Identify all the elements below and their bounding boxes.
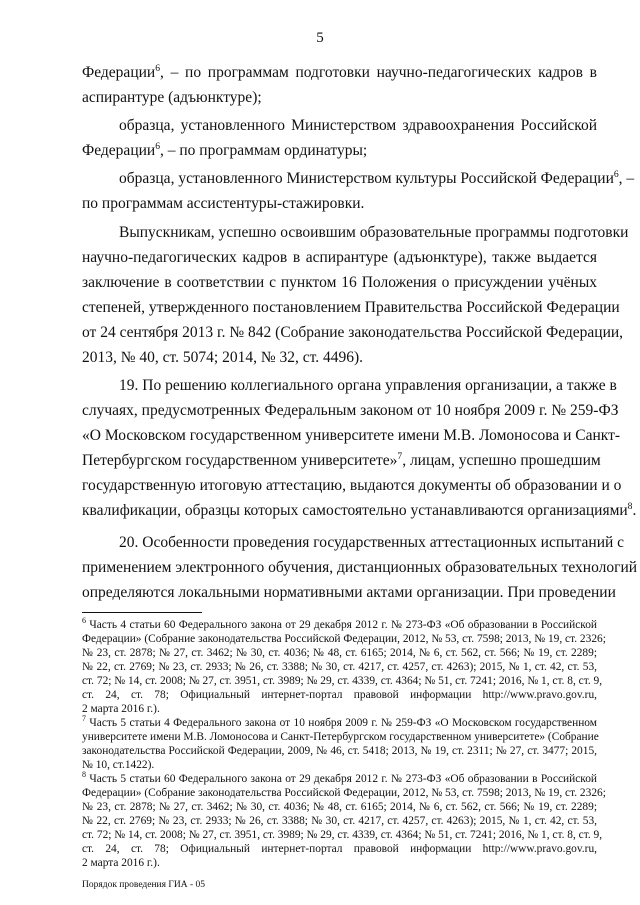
footnote-line: ст. 24, ст. 78; Официальный интернет-портал правовой информации http://www.pravo.gov.ru,: [82, 689, 597, 701]
footnote-line: 2 марта 2016 г.).: [82, 703, 160, 715]
footnote-separator: [82, 612, 202, 613]
footnote-line: № 23, ст. 2878; № 27, ст. 3462; № 30, ст. 4036; № 48, ст. 6165; 2014, № 6, ст. 562, ст. 566; № 19, ст. 2289;: [82, 647, 597, 659]
footnote-8: $^8$ Часть 5 статьи 60 Федерального закона от 29 декабря 2012 г. № 273-ФЗ «Об образовании в Российской: [82, 770, 597, 785]
body-line: государственную итоговую аттестацию, выдаются документы об образовании и о: [82, 477, 622, 494]
body-line: образца, установленного Министерством культуры Российской Федерации$^6$, –: [119, 168, 635, 187]
body-line: по программам ассистентуры-стажировки.: [82, 195, 365, 212]
body-line: квалификации, образцы которых самостоятельно устанавливаются организациями$^8$.: [82, 500, 637, 519]
body-line: аспирантуре (адъюнктуре);: [82, 89, 262, 106]
body-line: Федерации$^6$, – по программам ординатуры;: [82, 140, 368, 159]
body-line: Выпускникам, успешно освоившим образовательные программы подготовки: [119, 224, 629, 241]
body-line: определяются локальными нормативными актами организации. При проведении: [82, 584, 616, 601]
footnote-line: № 10, ст.1422).: [82, 759, 155, 771]
body-line: 2013, № 40, ст. 5074; 2014, № 32, ст. 4496).: [82, 349, 364, 366]
body-line: образца, установленного Министерством здравоохранения Российской: [119, 117, 597, 134]
footnote-6: $^6$ Часть 4 статьи 60 Федерального закона от 29 декабря 2012 г. № 273-ФЗ «Об образовании в Российской: [82, 616, 597, 631]
footnote-line: Федерации» (Собрание законодательства Российской Федерации, 2012, № 53, ст. 7598; 2013, № 19, ст. 2326;: [82, 787, 606, 799]
footnote-line: Федерации» (Собрание законодательства Российской Федерации, 2012, № 53, ст. 7598; 2013, № 19, ст. 2326;: [82, 633, 606, 645]
footnote-line: 2 марта 2016 г.).: [82, 857, 160, 869]
body-line: степеней, утвержденного постановлением Правительства Российской Федерации: [82, 299, 620, 316]
body-line: научно-педагогических кадров в аспирантуре (адъюнктуре), также выдается: [82, 249, 597, 266]
body-line: Петербургском государственном университете»$^7$, лицам, успешно прошедшим: [82, 450, 601, 469]
body-line: применением электронного обучения, дистанционных образовательных технологий: [82, 559, 638, 576]
body-line: заключение в соответствии с пунктом 16 Положения о присуждении учёных: [82, 274, 597, 291]
body-line: 19. По решению коллегиального органа управления организации, а также в: [119, 377, 617, 394]
body-line: Федерации$^6$, – по программам подготовки научно-педагогических кадров в: [82, 62, 597, 81]
page-footer: Порядок проведения ГИА - 05: [82, 880, 205, 890]
footnote-line: ст. 72; № 14, ст. 2008; № 27, ст. 3951, ст. 3989; № 29, ст. 4339, ст. 4364; № 51, ст. 7241; 2016, № 1, ст. 8, ст. 9,: [82, 675, 603, 687]
body-line: «О Московском государственном университете имени М.В. Ломоносова и Санкт-: [82, 427, 621, 444]
page-number: 5: [316, 30, 324, 46]
footnote-line: ст. 24, ст. 78; Официальный интернет-портал правовой информации http://www.pravo.gov.ru,: [82, 843, 597, 855]
footnote-line: ст. 72; № 14, ст. 2008; № 27, ст. 3951, ст. 3989; № 29, ст. 4339, ст. 4364; № 51, ст. 7241; 2016, № 1, ст. 8, ст. 9,: [82, 829, 603, 841]
footnote-line: университете имени М.В. Ломоносова и Санкт-Петербургском государственном университете» (Собрание: [82, 731, 599, 743]
body-line: 20. Особенности проведения государственных аттестационных испытаний с: [119, 534, 625, 551]
footnote-line: № 22, ст. 2769; № 23, ст. 2933; № 26, ст. 3388; № 30, ст. 4217, ст. 4257, ст. 4263); 2015, № 1, ст. 42, ст. 53,: [82, 661, 597, 673]
body-line: случаях, предусмотренных Федеральным законом от 10 ноября 2009 г. № 259-ФЗ: [82, 402, 619, 419]
footnote-7: $^7$ Часть 5 статьи 4 Федерального закона от 10 ноября 2009 г. № 259-ФЗ «О Московском государственном: [82, 714, 597, 729]
footnote-line: № 22, ст. 2769; № 23, ст. 2933; № 26, ст. 3388; № 30, ст. 4217, ст. 4257, ст. 4263); 2015, № 1, ст. 42, ст. 53,: [82, 815, 597, 827]
footnote-line: законодательства Российской Федерации, 2009, № 46, ст. 5418; 2013, № 19, ст. 2311; № 27, ст. 3477; 2015,: [82, 745, 597, 757]
footnote-line: № 23, ст. 2878; № 27, ст. 3462; № 30, ст. 4036; № 48, ст. 6165; 2014, № 6, ст. 562, ст. 566; № 19, ст. 2289;: [82, 801, 597, 813]
body-line: от 24 сентября 2013 г. № 842 (Собрание законодательства Российской Федерации,: [82, 324, 624, 341]
